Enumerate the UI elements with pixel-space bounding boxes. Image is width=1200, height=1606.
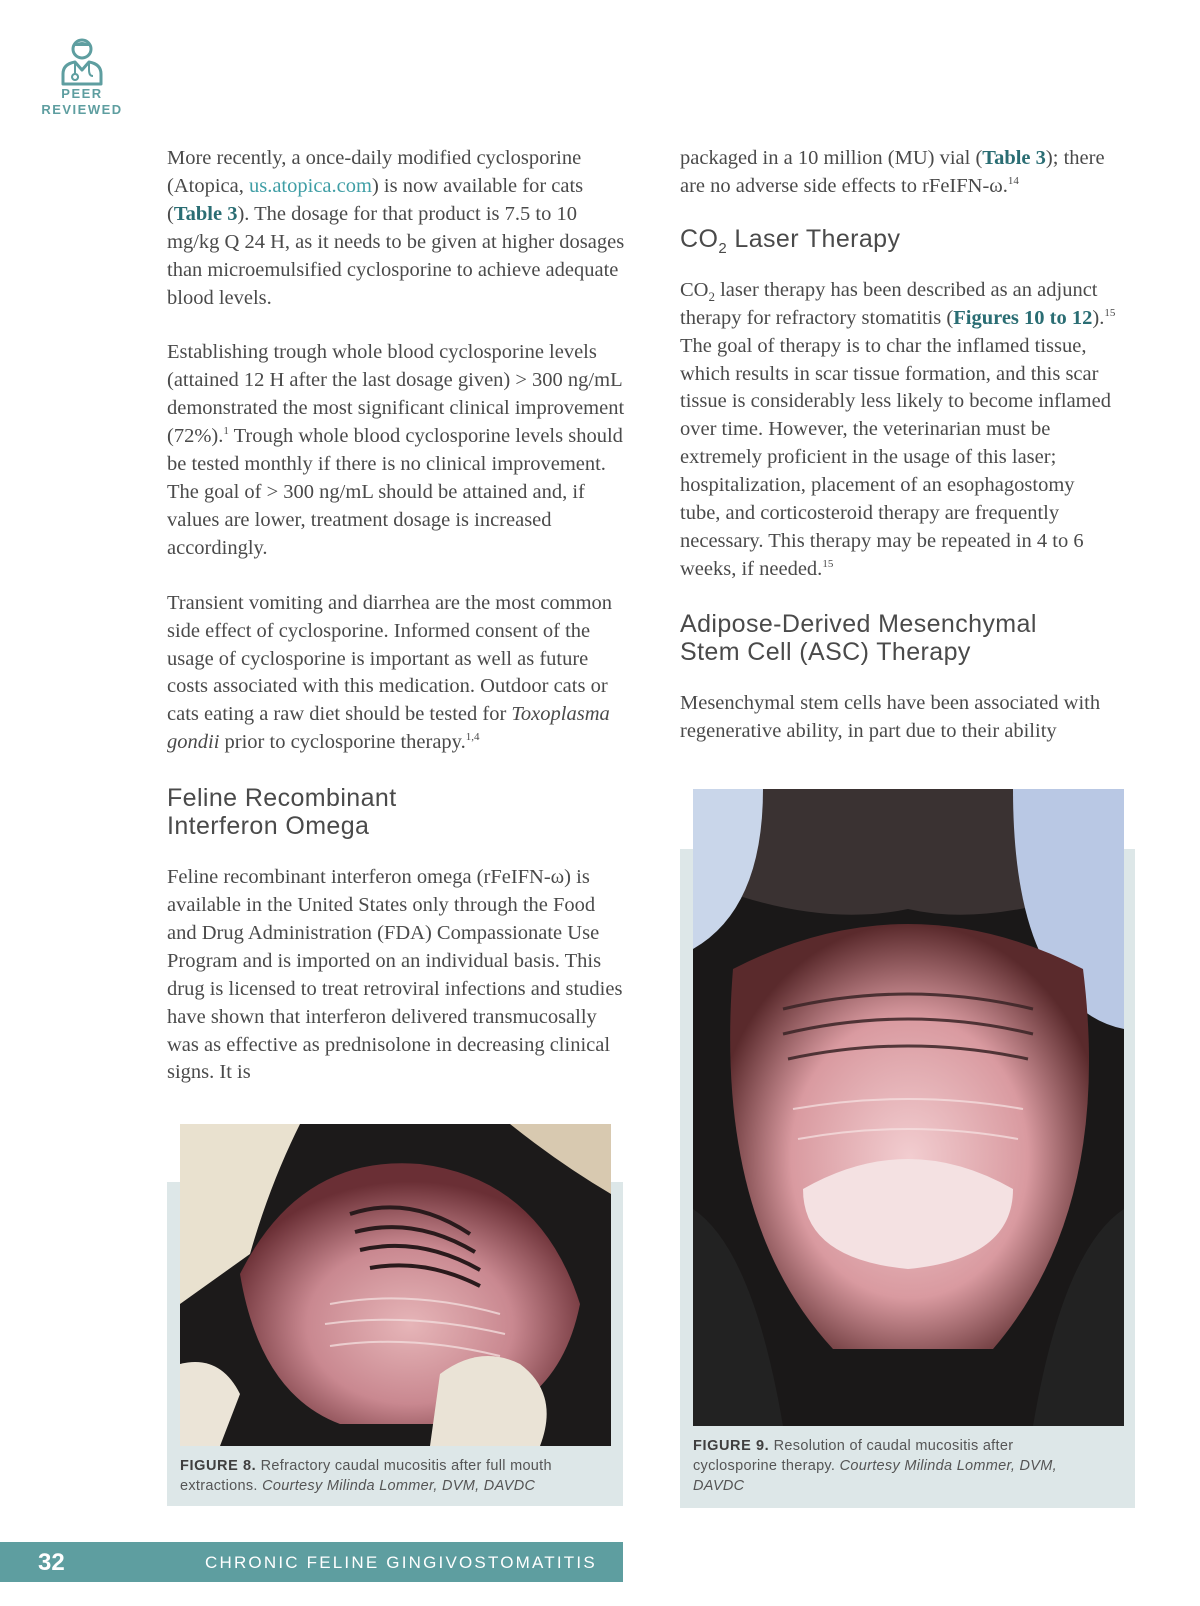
figure-9-caption: FIGURE 9. Resolution of caudal mucositis after cyclosporine therapy. Courtesy Milinda Lommer, DVM, DAVDC	[693, 1438, 1057, 1494]
citation-sup: 1	[223, 425, 229, 438]
left-column	[167, 145, 625, 1114]
atopica-link[interactable]: us.atopica.com	[248, 174, 372, 197]
figure-9-photo	[693, 789, 1124, 1426]
badge-line-2: REVIEWED	[41, 102, 123, 117]
heading-co2-laser: $CO_2$ Laser Therapy	[680, 224, 901, 257]
figure-9-credit: Courtesy Milinda Lommer, DVM, DAVDC	[693, 1458, 1057, 1494]
paragraph-asc: Mesenchymal stem cells have been associated with regenerative ability, in part due to their ability	[680, 691, 1101, 742]
figure-9-label: FIGURE 9.	[693, 1438, 770, 1454]
paragraph-co2-laser: $CO_2$ laser therapy has been described as an adjunct therapy for refractory stomatitis (Figures 10 to 12).$^{15}$ The goal of therapy is to char the inflamed tissue, which results in scar tissue formation, and this scar tissue is considerably less likely to become inflamed over time. However, the veterinarian must be extremely proficient in the usage of this laser; hospitalization, placement of an esophagostomy tube, and corticosteroid therapy are frequently necessary. This therapy may be repeated in 4 to 6 weeks, if needed.$^{15}$	[680, 278, 1116, 580]
page-number: 32	[38, 1549, 65, 1576]
page-footer	[0, 1542, 623, 1582]
paragraph-interferon-cont: packaged in a 10 million (MU) vial (Table 3); there are no adverse side effects to rFeIFN-ω.$^{14}$	[680, 147, 1105, 197]
figure-8-label: FIGURE 8.	[180, 1458, 257, 1474]
paragraph-atopica: More recently, a once-daily modified cyclosporine (Atopica, us.atopica.com) is now available for cats (Table 3). The dosage for that product is 7.5 to 10 mg/kg Q 24 H, as it needs to be given at higher dosages than microemulsified cyclosporine to achieve adequate blood levels.	[167, 147, 625, 309]
heading-interferon: Feline Recombinant Interferon Omega	[167, 784, 397, 841]
peer-reviewed-badge	[32, 36, 132, 118]
doctor-icon	[59, 36, 105, 86]
right-column	[680, 145, 1120, 773]
citation-sup: 15	[822, 557, 834, 570]
citation-sup: 15	[1104, 306, 1116, 319]
paragraph-interferon: Feline recombinant interferon omega (rFeIFN-ω) is available in the United States only through the Food and Drug Administration (FDA) Compassionate Use Program and is imported on an individual basis. This drug is licensed to treat retroviral infections and studies have shown that interferon delivered transmucosally was as effective as prednisolone in decreasing clinical signs. It is	[167, 866, 623, 1084]
paragraph-side-effects: Transient vomiting and diarrhea are the most common side effect of cyclosporine. Informed consent of the usage of cyclosporine is important as well as future costs associated with this medication. Outdoor cats or cats eating a raw diet should be tested for Toxoplasma gondii prior to cyclosporine therapy.$^{1,4}$	[167, 591, 613, 754]
paragraph-trough-levels: Establishing trough whole blood cyclosporine levels (attained 12 H after the last dosage given) > 300 ng/mL demonstrated the most significant clinical improvement (72%).$^1$ Trough whole blood cyclosporine levels should be tested monthly if there is no clinical improvement. The goal of > 300 ng/mL should be attained and, if values are lower, treatment dosage is increased accordingly.	[167, 341, 625, 559]
table-3-ref[interactable]: Table 3	[173, 202, 238, 225]
figures-10-12-ref[interactable]: Figures 10 to 12	[953, 306, 1093, 329]
citation-sup: 1,4	[465, 731, 480, 744]
figure-8-credit: Courtesy Milinda Lommer, DVM, DAVDC	[262, 1478, 536, 1494]
heading-asc-therapy: Adipose-Derived Mesenchymal Stem Cell (ASC) Therapy	[680, 609, 1037, 666]
badge-line-1: PEER	[61, 86, 103, 101]
table-3-ref[interactable]: Table 3	[982, 147, 1046, 169]
running-title: CHRONIC FELINE GINGIVOSTOMATITIS	[205, 1553, 597, 1572]
species-name: Toxoplasma gondii	[167, 703, 610, 754]
figure-8-caption: FIGURE 8. Refractory caudal mucositis after full mouth extractions. Courtesy Milinda Lommer, DVM, DAVDC	[180, 1458, 552, 1494]
figure-8-photo	[180, 1124, 611, 1446]
citation-sup: 14	[1007, 174, 1019, 187]
